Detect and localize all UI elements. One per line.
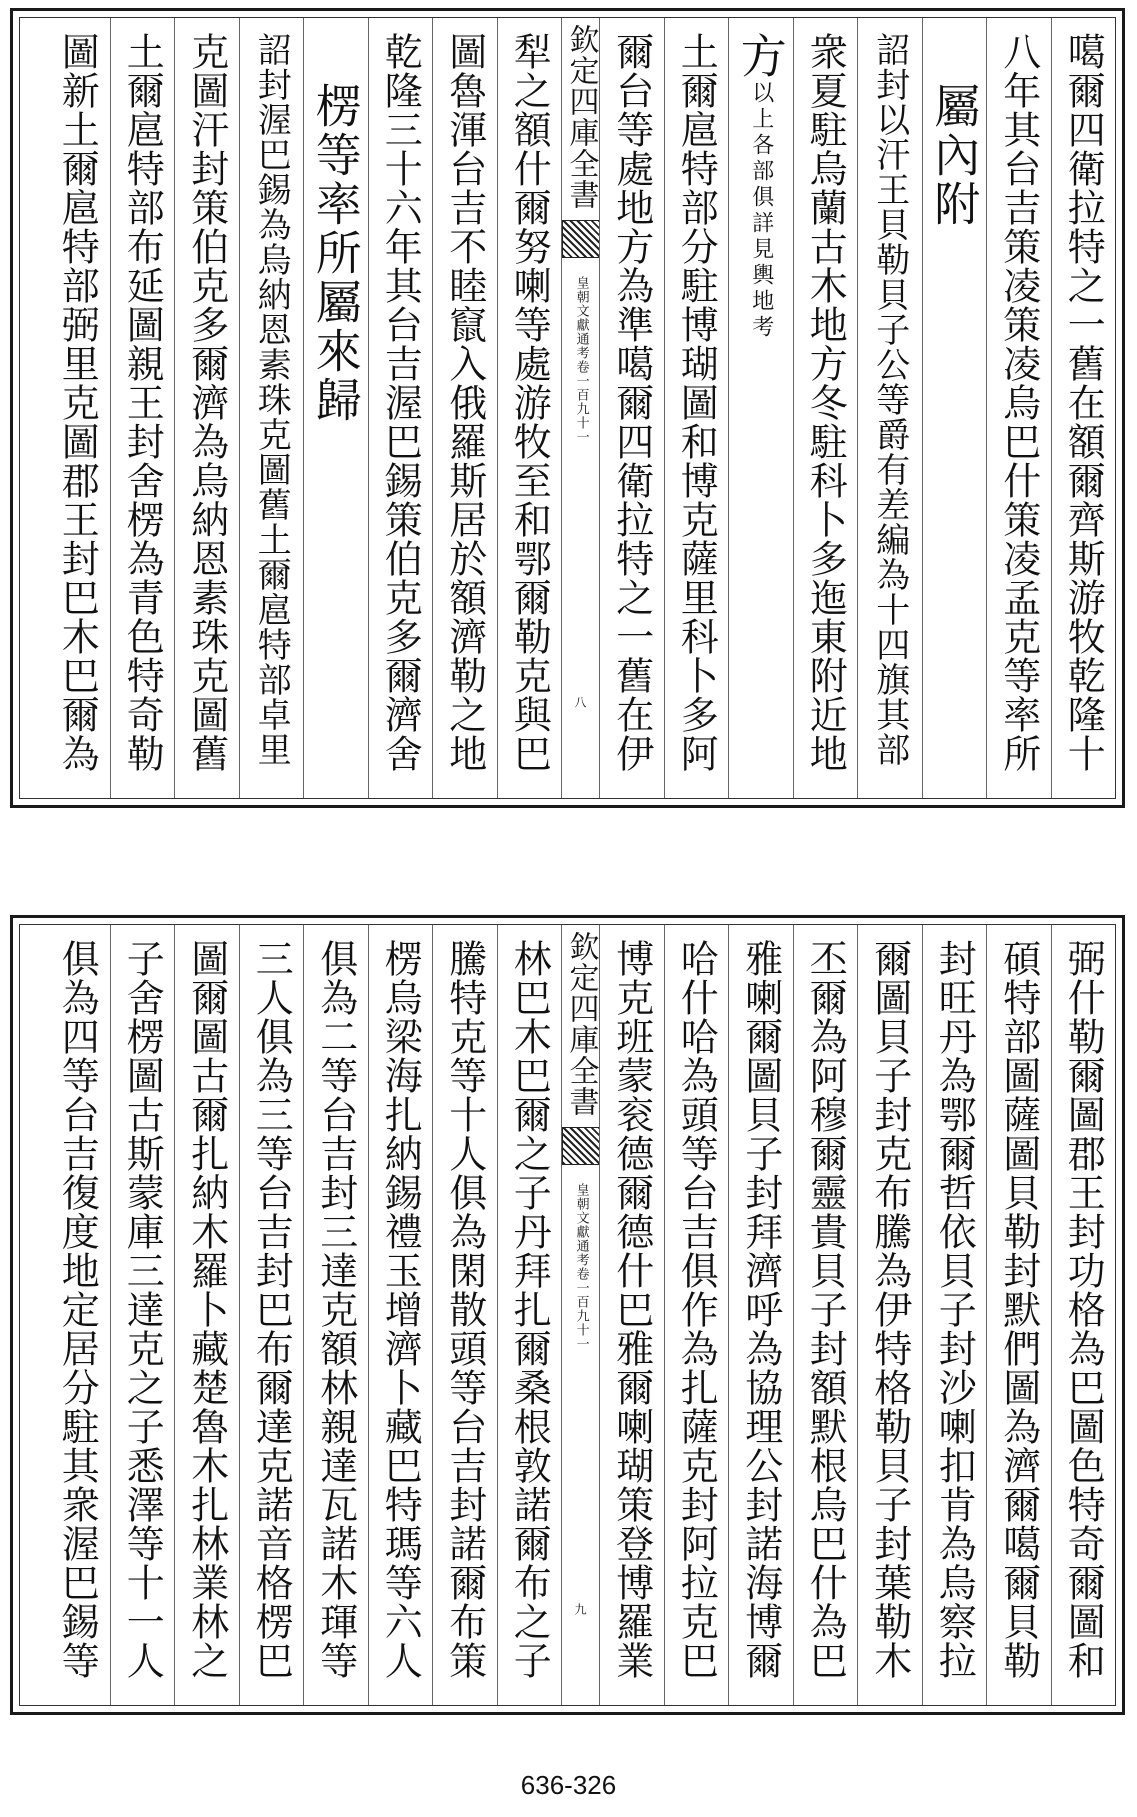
column-text: 屬內附	[927, 82, 982, 229]
text-column	[793, 925, 858, 1705]
column-text: 詔封以汗王貝勒貝子公等爵有差編為十四旗其部	[869, 32, 910, 767]
volume-label: 卷一百九十一	[573, 360, 589, 444]
collection-title: 欽定四庫全書	[563, 24, 599, 210]
column-text: 騰特克等十人俱為閑散頭等台吉封諾爾布策	[442, 939, 487, 1680]
column-text: 爾台等處地方為準噶爾四衛拉特之一舊在伊	[609, 32, 654, 773]
text-column	[1051, 18, 1116, 798]
column-text: 封旺丹為鄂爾哲依貝子封沙喇扣肯為烏察拉	[932, 939, 977, 1680]
page-top	[10, 8, 1125, 808]
text-column	[1051, 925, 1116, 1705]
column-text: 噶爾四衛拉特之一舊在額爾齊斯游牧乾隆十	[1061, 32, 1106, 773]
column-text: 土爾扈特部分駐博瑚圖和博克薩里科卜多阿	[674, 32, 719, 773]
text-column	[110, 925, 175, 1705]
column-text: 乾隆三十六年其台吉渥巴錫策伯克多爾濟舍	[378, 32, 423, 773]
fish-tail-mark-icon	[562, 1127, 600, 1165]
text-column	[599, 925, 664, 1705]
text-column	[110, 18, 175, 798]
text-column	[45, 18, 110, 798]
column-text: 克圖汗封策伯克多爾濟為烏納恩素珠克圖舊	[184, 32, 229, 773]
book-and-volume-label	[572, 1183, 588, 1383]
text-column	[239, 18, 304, 798]
text-column	[857, 925, 922, 1705]
text-column	[174, 925, 239, 1705]
text-columns-bottom	[20, 925, 1115, 1705]
text-column	[986, 925, 1051, 1705]
text-column	[368, 925, 433, 1705]
column-text: 子舍楞圖古斯蒙庫三達克之子悉澤等十一人	[120, 939, 165, 1680]
column-text: 林巴木巴爾之子丹拜扎爾桑根敦諾爾布之子	[507, 939, 552, 1680]
text-column	[497, 925, 562, 1705]
column-text: 詔封渥巴錫為烏納恩素珠克圖舊土爾扈特部卓里	[251, 32, 292, 767]
collection-title: 欽定四庫全書	[563, 931, 599, 1117]
book-title: 皇朝文獻通考	[573, 1183, 589, 1267]
text-column	[857, 18, 922, 798]
column-text: 圖爾圖古爾扎納木羅卜藏楚魯木扎林業林之	[184, 939, 229, 1680]
page-number-footer: 636-326	[520, 1770, 617, 1800]
text-column	[174, 18, 239, 798]
text-column	[986, 18, 1051, 798]
column-text: 圖魯渾台吉不睦竄入俄羅斯居於額濟勒之地	[442, 32, 487, 773]
page-frame	[19, 17, 1116, 799]
text-column	[793, 18, 858, 798]
column-text: 方	[733, 32, 788, 81]
page-frame	[19, 924, 1116, 1706]
page-bottom	[10, 915, 1125, 1715]
center-gutter	[561, 18, 599, 798]
text-column	[664, 925, 729, 1705]
column-text: 爾圖貝子封克布騰為伊特格勒貝子封葉勒木	[867, 939, 912, 1680]
column-text: 衆夏駐烏蘭古木地方冬駐科卜多迤東附近地	[803, 32, 848, 773]
column-text: 俱為二等台吉封三達克額林親達瓦諾木琿等	[313, 939, 358, 1680]
interlinear-note: 以上各部俱詳見輿地考	[748, 81, 774, 341]
column-text: 弼什勒爾圖郡王封功格為巴圖色特奇爾圖和	[1061, 939, 1106, 1680]
text-column	[599, 18, 664, 798]
column-text: 圖新土爾扈特部弼里克圖郡王封巴木巴爾為	[55, 32, 100, 773]
column-text: 俱為四等台吉復度地定居分駐其衆渥巴錫等	[55, 939, 100, 1680]
text-column	[45, 925, 110, 1705]
column-text: 碩特部圖薩圖貝勒封默們圖為濟爾噶爾貝勒	[996, 939, 1041, 1680]
column-text: 博克班蒙衮德爾德什巴雅爾喇瑚策登博羅業	[609, 939, 654, 1680]
text-column	[303, 18, 368, 798]
book-and-volume-label	[572, 276, 588, 476]
text-column	[497, 18, 562, 798]
folio-number: 九	[573, 1603, 587, 1615]
text-column	[432, 925, 497, 1705]
folio-number: 八	[573, 696, 587, 708]
column-text: 犁之額什爾努喇等處游牧至和鄂爾勒克與巴	[507, 32, 552, 773]
column-text: 哈什哈為頭等台吉俱作為扎薩克封阿拉克巴	[674, 939, 719, 1680]
text-column	[432, 18, 497, 798]
column-text: 土爾扈特部布延圖親王封舍楞為青色特奇勒	[120, 32, 165, 773]
text-column	[728, 925, 793, 1705]
text-column	[368, 18, 433, 798]
fish-tail-mark-icon	[562, 220, 600, 258]
text-column	[922, 18, 987, 798]
column-text: 丕爾為阿穆爾靈貴貝子封額默根烏巴什為巴	[803, 939, 848, 1680]
text-column	[239, 925, 304, 1705]
column-text: 八年其台吉策凌策凌烏巴什策凌孟克等率所	[996, 32, 1041, 773]
column-text: 楞等率所屬來歸	[308, 82, 363, 425]
book-title: 皇朝文獻通考	[573, 276, 589, 360]
column-text: 楞烏梁海扎納錫禮玉增濟卜藏巴特瑪等六人	[378, 939, 423, 1680]
text-column	[303, 925, 368, 1705]
text-columns-top	[20, 18, 1115, 798]
column-text: 雅喇爾圖貝子封拜濟呼為協理公封諾海博爾	[738, 939, 783, 1680]
column-text: 三人俱為三等台吉封巴布爾達克諾音格楞巴	[249, 939, 294, 1680]
volume-label: 卷一百九十一	[573, 1267, 589, 1351]
center-gutter	[561, 925, 599, 1705]
text-column	[664, 18, 729, 798]
text-column	[922, 925, 987, 1705]
text-column	[728, 18, 793, 798]
